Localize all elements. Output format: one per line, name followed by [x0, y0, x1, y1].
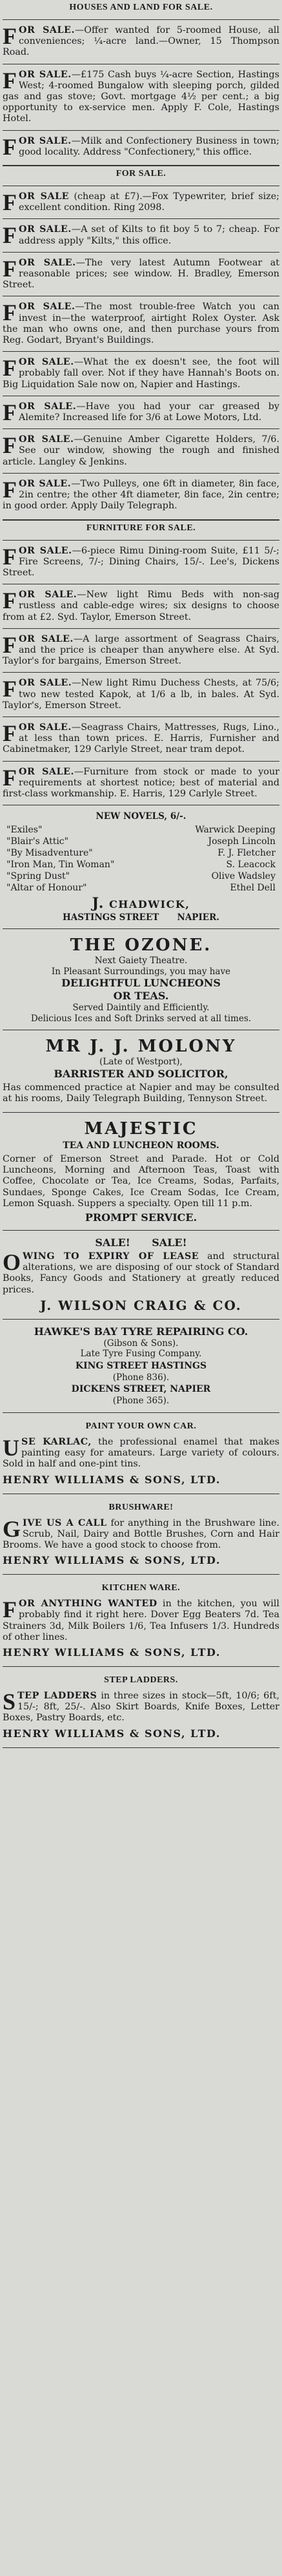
drop-cap: F [3, 67, 17, 93]
classified-ad [3, 68, 279, 127]
ad-text: —Have you had your car greased by Alemite? Increased life for 3/6 at Lowe Motors, Ltd. [19, 401, 279, 423]
divider [3, 928, 279, 929]
firm-name [3, 896, 279, 912]
divider [3, 672, 279, 673]
molony-text: Has commenced practice at Napier and may be consulted at his rooms, Daily Telegraph Building, Tennyson Street. [3, 1082, 279, 1104]
ad-lead: OR SALE. [19, 434, 74, 445]
drop-cap: S [3, 1688, 16, 1715]
drop-cap: U [3, 1434, 19, 1461]
ad-text: (cheap at £7).—Fox Typewriter, brief size; excellent condition. Ring 2098. [19, 191, 279, 213]
ad-text: —A set of Kilts to fit boy 5 to 7; cheap. For address apply "Kilts," this office. [19, 224, 279, 246]
section-heading-for-sale: FOR SALE. [116, 169, 166, 179]
ad-lead: OR SALE. [19, 401, 77, 412]
classified-ad [3, 432, 279, 470]
ad-text: for anything in the Brushware line. Scrub, Nail, Dairy and Bottle Brushes, Corn and Hair Brooms. We have a good stock to choose from. [3, 1517, 279, 1550]
classified-ad [3, 355, 279, 392]
sale-head: SALE! SALE! [95, 1236, 187, 1249]
drop-cap: F [3, 355, 17, 381]
list-item [6, 847, 276, 859]
tyre-ad [3, 1323, 279, 1409]
drop-cap: F [3, 720, 17, 746]
ad-lead: OR SALE. [19, 135, 72, 146]
ozone-line: OR TEAS. [113, 990, 169, 1003]
list-item [6, 836, 276, 847]
list-item [6, 882, 276, 894]
classified-ad [3, 256, 279, 293]
drop-cap: F [3, 255, 17, 282]
book-author: Joseph Lincoln [208, 836, 276, 847]
ozone-line: Served Daintily and Efficiently. [72, 1003, 210, 1014]
drop-cap: F [3, 300, 17, 326]
kitchen-title: KITCHEN WARE. [101, 1583, 181, 1593]
ad-lead: OR SALE. [19, 302, 76, 312]
list-item [6, 824, 276, 836]
ozone-line: Delicious Ices and Soft Drinks served at all times. [30, 1013, 252, 1024]
ad-text: —The most trouble-free Watch you can invest in—the waterproof, airtight Rolex Oyster. Ask the man who owns one, and then purchase yours from Reg. Godart, Bryant's Buildings. [3, 302, 279, 346]
firm-address: HASTINGS STREET NAPIER. [63, 912, 219, 923]
sale-ad [3, 1234, 279, 1316]
ad-lead: OR SALE. [19, 766, 74, 777]
divider [3, 1319, 279, 1320]
ad-lead: OR SALE. [19, 545, 72, 556]
tyre-line: (Phone 365). [112, 1396, 170, 1407]
classified-ad [3, 676, 279, 713]
step-title: STEP LADDERS. [104, 1675, 178, 1685]
ad-text: —Genuine Amber Cigarette Holders, 7/6. See our window, showing the rough and finished article. Langley & Jenkins. [3, 434, 279, 467]
ad-lead: WING TO EXPIRY OF LEASE [23, 1251, 199, 1262]
ad-lead: OR SALE. [19, 69, 72, 80]
ad-lead: OR SALE. [19, 257, 76, 268]
ad-text: —New light Rimu Beds with non-sag rustless and cable-edge wires; six designs to choose from at £2. Syd. Taylor, Emerson Street. [3, 590, 279, 622]
drop-cap: F [3, 476, 17, 503]
novels-ad [3, 809, 279, 925]
drop-cap: F [3, 133, 17, 160]
divider [3, 628, 279, 629]
ad-text: —£175 Cash buys ¼-acre Section, Hastings West; 4-roomed Bungalow with sleeping porch, gilded gas and gas stove; Govt. mortgage 4½ per cent.; a big opportunity to ex-service men. Apply F. Cole, Hastings Hotel. [3, 69, 279, 124]
divider [3, 1574, 279, 1575]
classified-ad [3, 477, 279, 514]
molony-name: MR J. J. MOLONY [45, 1037, 237, 1057]
ad-text: and structural alterations, we are disposing of our stock of Standard Books, Fancy Goods and Stationery at greatly reduced prices. [3, 1251, 279, 1295]
drop-cap: F [3, 543, 17, 570]
tyre-line: Late Tyre Fusing Company. [80, 1349, 202, 1360]
ad-text: —New light Rimu Duchess Chests, at 75/6; two new tested Kapok, at 1/6 a lb, in bales. At Syd. Taylor's, Emerson Street. [3, 678, 279, 711]
book-author: S. Leacock [226, 859, 276, 870]
ad-lead: OR SALE. [19, 25, 75, 35]
divider [3, 1666, 279, 1667]
ad-lead: OR SALE. [19, 722, 72, 733]
divider [3, 252, 279, 253]
ad-lead: SE KARLAC, [21, 1436, 92, 1447]
classified-ad [3, 1689, 279, 1726]
classified-ad [3, 720, 279, 758]
section-heading-furniture: FURNITURE FOR SALE. [86, 523, 196, 533]
ad-lead: IVE US A CALL [23, 1517, 107, 1528]
firm-name: HENRY WILLIAMS & SONS, LTD. [3, 1646, 221, 1658]
classified-ad [3, 1435, 279, 1472]
book-title: "Spring Dust" [6, 870, 70, 881]
novels-list [3, 822, 279, 896]
molony-sub: (Late of Westport), [99, 1057, 183, 1068]
ozone-title: THE OZONE. [70, 936, 212, 956]
ad-text: —A large assortment of Seagrass Chairs, and the price is cheaper than anywhere else. At Syd. Taylor's for bargains, Emerson Street. [3, 633, 279, 667]
step-ad [3, 1670, 279, 1744]
ad-lead: OR SALE. [19, 678, 72, 689]
book-title: "Altar of Honour" [6, 882, 87, 893]
drop-cap: F [3, 23, 17, 49]
ozone-line: DELIGHTFUL LUNCHEONS [61, 977, 221, 990]
kitchen-ad [3, 1578, 279, 1663]
classified-ad [3, 399, 279, 425]
list-item [6, 870, 276, 882]
drop-cap: F [3, 676, 17, 702]
ad-lead: OR SALE. [19, 357, 74, 368]
classified-ad [3, 1597, 279, 1645]
drop-cap: F [3, 222, 17, 249]
ozone-ad [3, 932, 279, 1026]
ad-text: —The very latest Autumn Footwear at reasonable prices; see window. H. Bradley, Emerson Street. [3, 257, 279, 291]
ad-text: —What the ex doesn't see, the foot will probably fall over. Not if they have Hannah's Boots on. Big Liquidation Sale now on, Napier and Hastings. [3, 357, 279, 390]
drop-cap: F [3, 1597, 17, 1623]
ad-text: —Two Pulleys, one 6ft in diameter, 8in face, 2in centre; the other 4ft diameter, 8in face, 2in centre; in good order. Apply Daily Telegraph. [3, 478, 279, 512]
classified-ad [3, 544, 279, 581]
divider [3, 716, 279, 717]
ad-text: —6-piece Rimu Dining-room Suite, £11 5/-; Fire Screens, 7/-; Dining Chairs, 15/-. Lee's, Dickens Street. [3, 545, 279, 578]
classified-ad [3, 1249, 279, 1298]
divider [3, 351, 279, 352]
ad-lead: TEP LADDERS [17, 1690, 97, 1701]
classified-ad [3, 23, 279, 61]
divider [3, 540, 279, 541]
divider [3, 1230, 279, 1231]
majestic-service: PROMPT SERVICE. [85, 1211, 197, 1224]
classified-ad [3, 300, 279, 348]
firm-initial: J. [92, 894, 105, 912]
book-title: "Blair's Attic" [6, 836, 69, 847]
drop-cap: F [3, 631, 17, 658]
firm-name-text: CHADWICK, [109, 898, 190, 910]
ad-text: the professional enamel that makes painting easy for amateurs. Large variety of colours. Sold in half and one-pint tins. [3, 1436, 279, 1470]
ozone-line: In Pleasant Surroundings, you may have [51, 966, 231, 977]
ad-lead: OR SALE. [19, 224, 72, 235]
majestic-sub: TEA AND LUNCHEON ROOMS. [63, 1140, 219, 1151]
book-author: Warwick Deeping [195, 824, 276, 835]
classified-ad [3, 134, 279, 160]
molony-title: BARRISTER AND SOLICITOR, [54, 1067, 228, 1080]
classified-ad [3, 222, 279, 248]
ad-lead: OR SALE. [19, 478, 72, 489]
paint-title: PAINT YOUR OWN CAR. [85, 1421, 197, 1431]
divider [3, 473, 279, 474]
majestic-ad [3, 1116, 279, 1227]
tyre-line: DICKENS STREET, NAPIER [71, 1384, 211, 1395]
ad-lead: OR ANYTHING WANTED [19, 1599, 157, 1610]
ad-text: in the kitchen, you will probably find it right here. Dover Egg Beaters 7d. Tea Strainers 3d, Milk Boilers 1/6, Tea Infusers 1/3. Hundreds of other lines. [3, 1599, 279, 1642]
tyre-line: (Gibson & Sons). [103, 1338, 179, 1349]
classified-ad [3, 189, 279, 215]
ad-lead: OR SALE. [19, 633, 74, 644]
book-title: "Iron Man, Tin Woman" [6, 859, 115, 870]
firm-name: HENRY WILLIAMS & SONS, LTD. [3, 1473, 221, 1486]
book-author: F. J. Fletcher [217, 847, 276, 858]
tyre-name: HAWKE'S BAY TYRE REPAIRING CO. [34, 1325, 248, 1338]
divider [3, 19, 279, 20]
tyre-line: KING STREET HASTINGS [75, 1360, 207, 1371]
divider [3, 1112, 279, 1113]
classified-ad [3, 765, 279, 802]
molony-ad [3, 1033, 279, 1109]
firm-name: HENRY WILLIAMS & SONS, LTD. [3, 1554, 221, 1567]
divider [3, 1747, 279, 1748]
ad-lead: OR SALE. [19, 590, 77, 601]
drop-cap: F [3, 588, 17, 614]
ad-text: —Furniture from stock or made to your requirements at shortest notice; best of material and first-class workmanship. E. Harris, 129 Carlyle Street. [3, 766, 279, 799]
ad-text: —Seagrass Chairs, Mattresses, Rugs, Lino., at less than town prices. E. Harris, Furnisher and Cabinetmaker, 129 Carlyle Street, near tram depot. [3, 722, 279, 755]
firm-name: HENRY WILLIAMS & SONS, LTD. [3, 1727, 221, 1740]
majestic-text: Corner of Emerson Street and Parade. Hot or Cold Luncheons, Morning and Afternoon Teas, Toast with Coffee, Chocolate or Tea, Ice Creams, Sodas, Parfaits, Sundaes, Sponge Cakes, Ice Cream Sodas, Ice Cream, Lemon Squash. Suppers a specialty. Open till 11 p.m. [3, 1154, 279, 1209]
firm-name: J. WILSON CRAIG & CO. [40, 1297, 242, 1313]
divider [3, 1412, 279, 1413]
list-item [6, 859, 276, 870]
book-title: "Exiles" [6, 824, 43, 835]
drop-cap: F [3, 399, 17, 425]
ozone-line: Next Gaiety Theatre. [94, 956, 188, 966]
divider [3, 218, 279, 219]
divider [3, 130, 279, 131]
book-author: Ethel Dell [230, 882, 276, 893]
drop-cap: G [3, 1515, 21, 1542]
divider [3, 428, 279, 429]
book-title: "By Misadventure" [6, 847, 93, 858]
brush-ad [3, 1497, 279, 1572]
classified-ad [3, 1516, 279, 1553]
tyre-line: (Phone 836). [112, 1372, 170, 1383]
divider [3, 761, 279, 762]
classified-ad [3, 632, 279, 669]
ad-text: —Offer wanted for 5-roomed House, all conveniences; ¼-acre land.—Owner, 15 Thompson Road. [3, 25, 279, 58]
drop-cap: O [3, 1249, 21, 1276]
section-heading-houses: HOUSES AND LAND FOR SALE. [69, 3, 213, 12]
ad-text: —Milk and Confectionery Business in town; good locality. Address "Confectionery," this office. [19, 135, 279, 157]
drop-cap: F [3, 432, 17, 459]
brush-title: BRUSHWARE! [108, 1502, 174, 1512]
ad-lead: OR SALE [19, 191, 70, 202]
majestic-name: MAJESTIC [84, 1119, 198, 1139]
drop-cap: F [3, 764, 17, 791]
paint-ad [3, 1416, 279, 1490]
novels-title: NEW NOVELS, 6/-. [96, 811, 186, 822]
classified-ad [3, 588, 279, 625]
book-author: Olive Wadsley [211, 870, 276, 881]
drop-cap: F [3, 189, 17, 216]
ad-text: in three sizes in stock—5ft, 10/6; 6ft, 15/-; 8ft, 25/-. Also Skirt Boards, Knife Boxes, Letter Boxes, Pastry Boards, etc. [3, 1690, 279, 1724]
